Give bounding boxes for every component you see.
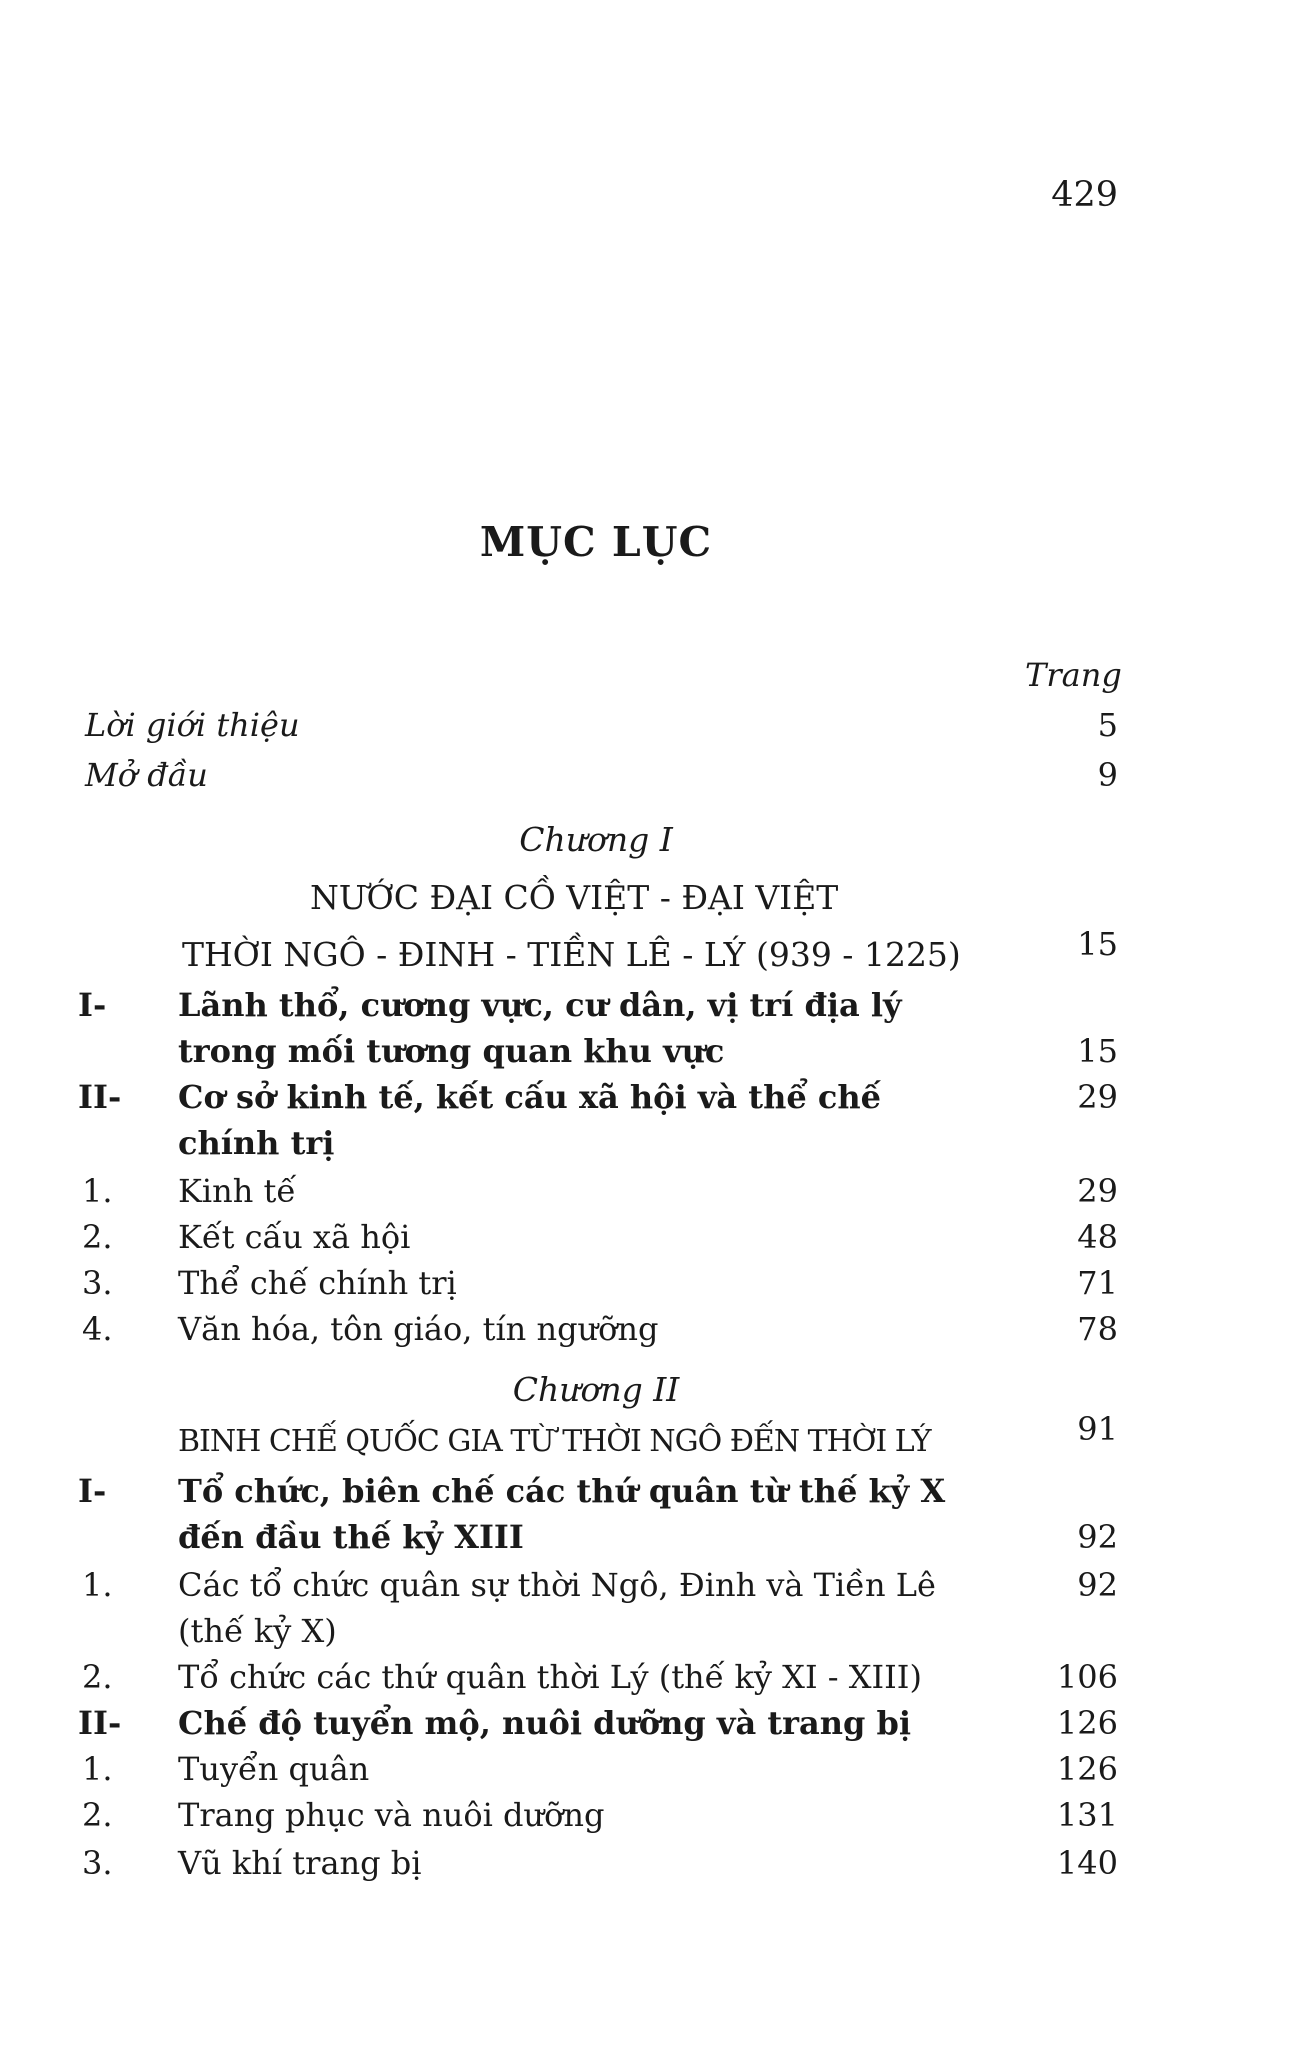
item-title: Tổ chức các thứ quân thời Lý (thế kỷ XI - XIII) <box>178 1658 922 1696</box>
item-number: 2. <box>82 1218 113 1256</box>
chapter-2-title: BINH CHẾ QUỐC GIA TỪ THỜI NGÔ ĐẾN THỜI LÝ <box>178 1424 931 1459</box>
toc-page-introduction: 5 <box>1097 706 1118 744</box>
item-number: 2. <box>82 1796 113 1834</box>
item-title: Văn hóa, tôn giáo, tín ngưỡng <box>178 1310 659 1348</box>
section-title-line2: chính trị <box>178 1124 335 1162</box>
item-page: 126 <box>1056 1750 1118 1788</box>
item-number: 3. <box>82 1844 113 1882</box>
chapter-1-heading: Chương I <box>519 820 673 859</box>
toc-page-opening: 9 <box>1097 756 1118 794</box>
item-page: 106 <box>1056 1658 1118 1696</box>
section-title: Chế độ tuyển mộ, nuôi dưỡng và trang bị <box>178 1704 912 1742</box>
item-number: 2. <box>82 1658 113 1696</box>
item-number: 1. <box>82 1172 113 1210</box>
item-title-line2: (thế kỷ X) <box>178 1612 337 1650</box>
section-title-line1: Tổ chức, biên chế các thứ quân từ thế kỷ X <box>178 1472 946 1510</box>
item-title: Thể chế chính trị <box>178 1264 457 1302</box>
toc-entry-opening: Mở đầu <box>85 756 208 794</box>
section-page: 15 <box>1077 1032 1118 1070</box>
section-title-line1: Cơ sở kinh tế, kết cấu xã hội và thể chế <box>178 1078 881 1116</box>
chapter-2-heading: Chương II <box>512 1370 680 1409</box>
item-title: Tuyển quân <box>178 1750 370 1788</box>
item-page: 78 <box>1077 1310 1118 1348</box>
section-page: 29 <box>1077 1078 1118 1116</box>
page-number: 429 <box>1051 175 1118 215</box>
section-title-line1: Lãnh thổ, cương vực, cư dân, vị trí địa lý <box>178 986 902 1024</box>
item-page: 29 <box>1077 1172 1118 1210</box>
item-page: 140 <box>1056 1844 1118 1882</box>
chapter-1-page: 15 <box>1077 925 1118 963</box>
section-number: II- <box>78 1704 122 1742</box>
page-title: MỤC LỤC <box>479 518 713 566</box>
section-number: I- <box>78 986 107 1024</box>
item-page: 92 <box>1077 1566 1118 1604</box>
chapter-1-title-line1: NƯỚC ĐẠI CỒ VIỆT - ĐẠI VIỆT <box>310 878 839 917</box>
item-title: Kết cấu xã hội <box>178 1218 411 1256</box>
item-title: Kinh tế <box>178 1172 297 1210</box>
chapter-1-title-line2: THỜI NGÔ - ĐINH - TIỀN LÊ - LÝ (939 - 1225) <box>182 935 961 974</box>
item-page: 48 <box>1077 1218 1118 1256</box>
item-title-line1: Các tổ chức quân sự thời Ngô, Đinh và Tiền Lê <box>178 1566 936 1604</box>
item-page: 131 <box>1056 1796 1118 1834</box>
page-column-header: Trang <box>1025 656 1122 694</box>
item-title: Vũ khí trang bị <box>178 1844 422 1882</box>
section-number: II- <box>78 1078 122 1116</box>
section-title-line2: đến đầu thế kỷ XIII <box>178 1518 524 1556</box>
item-number: 1. <box>82 1566 113 1604</box>
chapter-2-page: 91 <box>1077 1410 1118 1448</box>
section-page: 126 <box>1056 1704 1118 1742</box>
item-number: 4. <box>82 1310 113 1348</box>
section-number: I- <box>78 1472 107 1510</box>
section-page: 92 <box>1077 1518 1118 1556</box>
item-number: 1. <box>82 1750 113 1788</box>
section-title-line2: trong mối tương quan khu vực <box>178 1032 725 1070</box>
toc-entry-introduction: Lời giới thiệu <box>85 706 300 744</box>
item-number: 3. <box>82 1264 113 1302</box>
item-page: 71 <box>1077 1264 1118 1302</box>
item-title: Trang phục và nuôi dưỡng <box>178 1796 605 1834</box>
